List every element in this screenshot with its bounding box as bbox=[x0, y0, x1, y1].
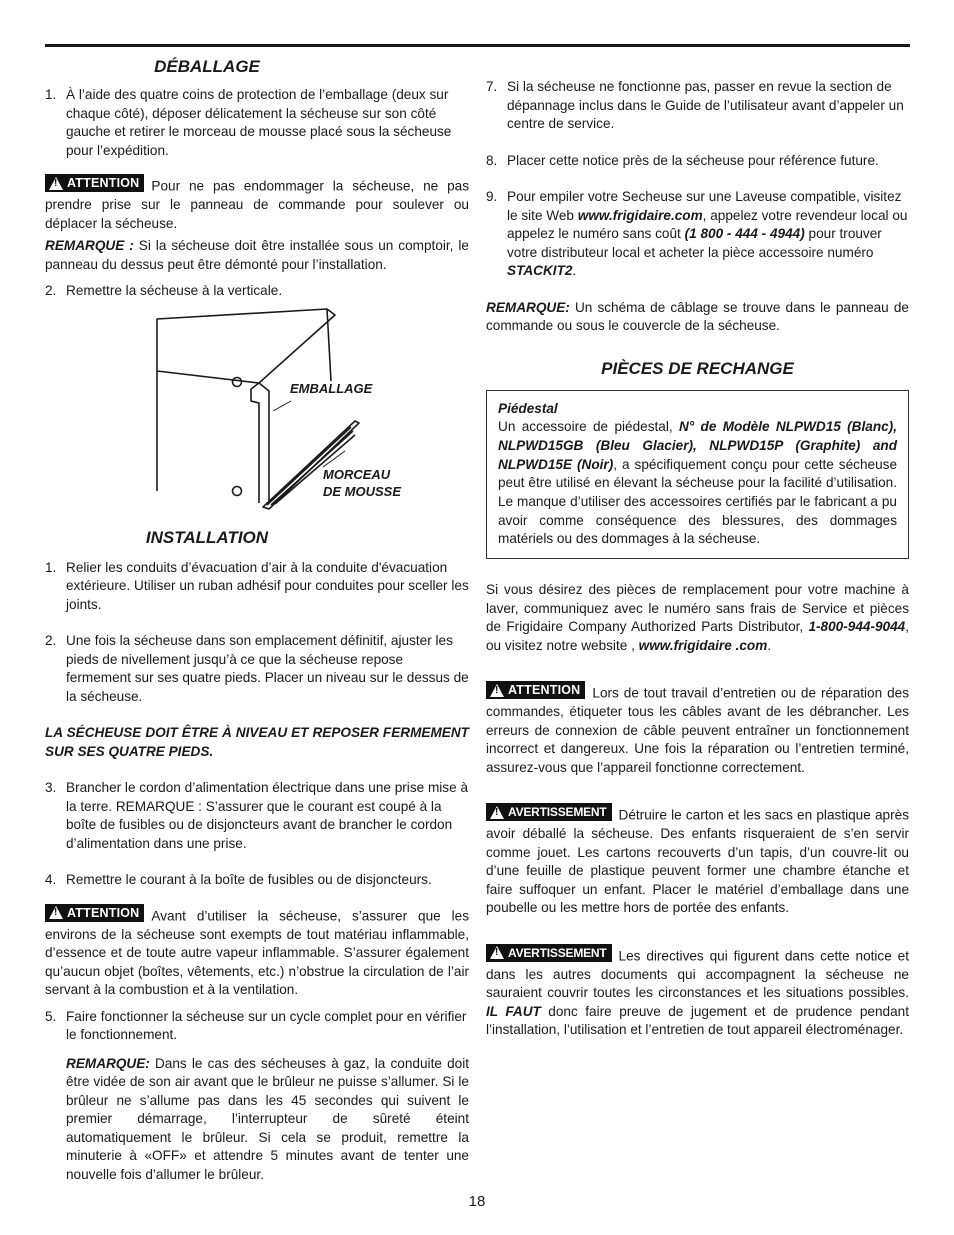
label-emballage: EMBALLAGE bbox=[290, 380, 373, 396]
label-morceau: MORCEAU bbox=[323, 466, 391, 482]
parts-info: Si vous désirez des pièces de remplacement pour votre machine à laver, communiquez avec le numéro sans frais de Service et pièces de Frigidaire Company Authorized Parts Distributor, 1-800-944-9044, ou visitez notre website , www.frigidaire .com. bbox=[486, 582, 909, 653]
avertissement-badge: ! AVERTISSEMENT bbox=[486, 944, 612, 962]
installation-item-5: 5. Faire fonctionner la sécheuse sur un cycle complet pour en vérifier le fonctionnement. bbox=[45, 1008, 467, 1042]
attention-notice-2: ! ATTENTION Avant d’utiliser la sécheuse, s’assurer que les environs de la sécheuse sont exempts de tout matériau inflammable, d’essence et de toute autre vapeur inflammable. S’assurer également qu’aucun objet (boîtes, vêtements, etc.) n’obstrue la circulation de l’air servant à la combustion et à la ventilation. bbox=[45, 904, 469, 1000]
installation-item-1: 1. Relier les conduits d’évacuation d’air à la conduite d'évacuation extérieure. Utiliser un ruban adhésif pour conduites pour sceller les joints. bbox=[45, 559, 469, 612]
label-de-mousse: DE MOUSSE bbox=[323, 483, 402, 499]
warning-triangle-icon bbox=[490, 684, 504, 697]
attention-badge: ! ATTENTION bbox=[486, 681, 585, 699]
remarque-schema: REMARQUE: Un schéma de câblage se trouve dans le panneau de commande ou sous le couvercle de la sécheuse. bbox=[486, 299, 909, 333]
avertissement-notice-1: ! AVERTISSEMENT Détruire le carton et les sacs en plastique après avoir déballé la sécheuse. Des enfants risqueraient de s’en servir comme jouet. Les cartons recouverts d’un tapis, d’un couvre-lit ou d’une feuille de plastique peuvent former une chambre étanche et faire suffoquer un enfant. Placer le matériel d’emballage dans une poubelle ou les mettre hors de portée des enfants. bbox=[486, 803, 909, 918]
parts-phone: 1-800-944-9044 bbox=[808, 619, 906, 635]
attention-notice-1: ! ATTENTION Pour ne pas endommager la sécheuse, ne pas prendre prise sur le panneau de commande pour soulever ou déplacer la sécheuse. bbox=[45, 174, 469, 233]
item-9: 9. Pour empiler votre Secheuse sur une Laveuse compatible, visitez le site Web www.frigidaire.com, appelez votre revendeur local ou appelez le numéro sans coût (1 800 - 444 - 4944) pour trouver votre distributeur local et acheter la pièce accessoire numéro STACKIT2. bbox=[486, 189, 908, 278]
heading-deballage: DÉBALLAGE bbox=[154, 57, 260, 76]
attention-badge: ! ATTENTION bbox=[45, 904, 144, 922]
niveau-warning: LA SÉCHEUSE DOIT ÊTRE À NIVEAU ET REPOSER FERMEMENT SUR SES QUATRE PIEDS. bbox=[45, 725, 469, 759]
attention-notice-3: ! ATTENTION Lors de tout travail d’entretien ou de réparation des commandes, étiqueter tous les câbles avant de les débrancher. Les erreurs de connexion de câble peuvent entraîner un fonctionnement incorrect et dangereux. Une fois la réparation ou l’entretien terminé, assurez-vous que l’appareil fonctionne correctement. bbox=[486, 681, 909, 777]
deballage-item-2: 2. Remettre la sécheuse à la verticale. bbox=[45, 283, 283, 298]
frigidaire-link[interactable]: www.frigidaire.com bbox=[577, 207, 703, 223]
frigidaire-website-link[interactable]: www.frigidaire .com bbox=[638, 637, 768, 653]
avertissement-badge: ! AVERTISSEMENT bbox=[486, 803, 612, 821]
remarque-comptoir: REMARQUE : Si la sécheuse doit être installée sous un comptoir, le panneau du dessus peut être démonté pour l’installation. bbox=[45, 238, 469, 272]
dryer-packaging-illustration bbox=[45, 301, 469, 521]
installation-item-4: 4. Remettre le courant à la boîte de fusibles ou de disjoncteurs. bbox=[45, 872, 432, 887]
heading-installation: INSTALLATION bbox=[145, 527, 269, 547]
dryer-corner-drawing bbox=[45, 301, 469, 521]
installation-item-3: 3. Brancher le cordon d’alimentation électrique dans une prise mise à la terre. REMARQUE : S’assurer que le courant est coupé à la boîte de fusibles ou de disjoncteurs avant de brancher le cordon d’alimentation dans une prise. bbox=[45, 780, 468, 851]
stackit-part-number: STACKIT2 bbox=[507, 263, 573, 278]
deballage-item-1: 1. À l’aide des quatre coins de protection de l’emballage (deux sur chaque côté), déposer délicatement la sécheuse sur son côté gauche et retirer le morceau de mousse placé sous la sécheuse pour l’expédition. bbox=[45, 87, 452, 158]
left-column bbox=[45, 52, 469, 1184]
piedestal-text: Un accessoire de piédestal, N° de Modèle NLPWD15 (Blanc), NLPWD15GB (Bleu Glacier), NLPWD15P (Graphite) and NLPWD15E (Noir), a spécifiquement conçu pour cette sécheuse peut être utilisé en élevant la sécheuse pour la facilité d’utilisation. Le manque d’utiliser des accessoires certifiés par le fabricant a pu avoir comme conséquence des blessures, des dommages matériels ou des dommages à la sécheuse. bbox=[498, 419, 898, 547]
warning-triangle-icon bbox=[49, 177, 63, 190]
heading-pieces-de-rechange: PIÈCES DE RECHANGE bbox=[601, 358, 794, 378]
avertissement-notice-2: ! AVERTISSEMENT Les directives qui figurent dans cette notice et dans les autres documents qui accompagnent la sécheuse ne sauraient couvrir toutes les circonstances et les situations possibles. IL FAUT donc faire preuve de jugement et de prudence pendant l’installation, l’utilisation et l’entretien de tout appareil électroménager. bbox=[486, 944, 909, 1040]
warning-triangle-icon bbox=[490, 806, 504, 819]
attention-badge: ! ATTENTION bbox=[45, 174, 144, 192]
warning-triangle-icon bbox=[490, 946, 504, 959]
page-number: 18 bbox=[468, 1193, 486, 1210]
right-column bbox=[486, 78, 909, 1040]
item-8: 8. Placer cette notice près de la sécheuse pour référence future. bbox=[486, 152, 879, 168]
phone-number: (1 800 - 444 - 4944) bbox=[684, 226, 805, 241]
piedestal-title: Piédestal bbox=[498, 400, 558, 416]
warning-triangle-icon bbox=[49, 906, 63, 919]
top-rule bbox=[45, 44, 910, 47]
installation-item-2: 2. Une fois la sécheuse dans son emplacement définitif, ajuster les pieds de nivellement jusqu’à ce que la sécheuse repose fermement sur ses quatre pieds. Placer un niveau sur le dessus de la sécheuse. bbox=[45, 633, 469, 704]
item-7: 7. Si la sécheuse ne fonctionne pas, passer en revue la section de dépannage inclus dans le Guide de l’utilisateur avant d’appeler un centre de service. bbox=[486, 79, 904, 131]
remarque-gaz: REMARQUE: Dans le cas des sécheuses à gaz, la conduite doit être vidée de son air avant que le brûleur ne puisse s’allumer. Si le brûleur ne s’allume pas dans les 45 secondes qui suivent le premier démarrage, l’interrupteur de sûreté éteint automatiquement le brûleur. Si cela se produit, remettre la minuterie à «OFF» et attendre 5 minutes avant de tenter une nouvelle fois d’allumer le brûleur. bbox=[66, 1055, 469, 1182]
piedestal-box bbox=[486, 390, 909, 560]
